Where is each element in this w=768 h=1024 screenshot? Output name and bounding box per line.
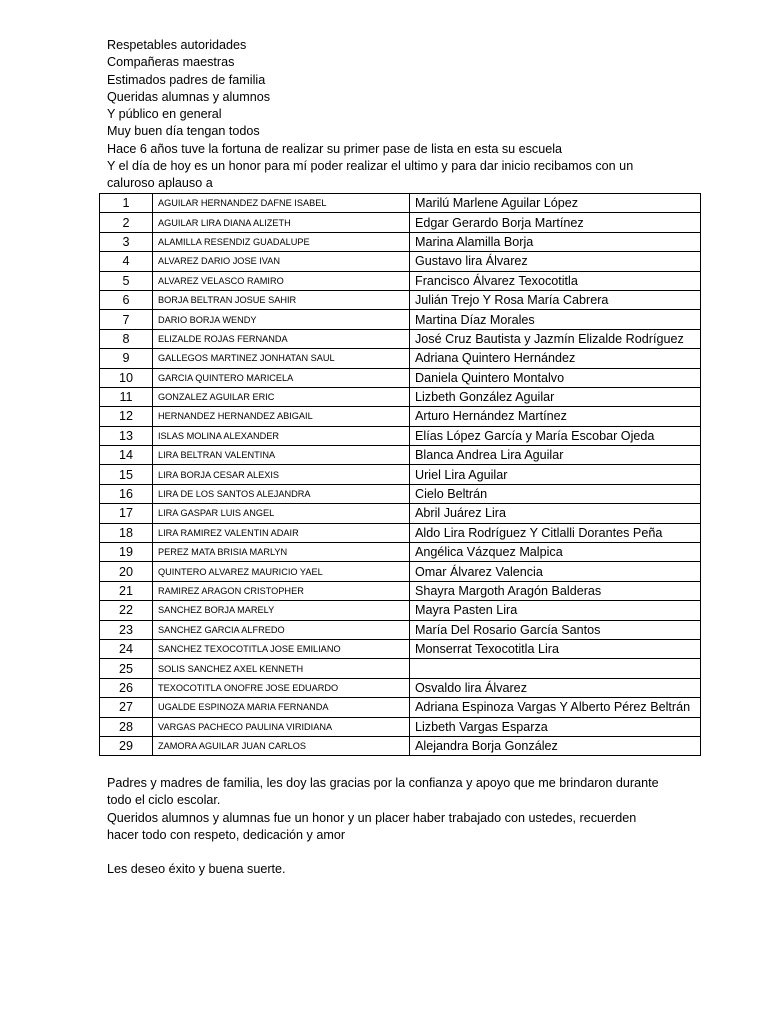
student-name: LIRA BELTRAN VALENTINA [153,446,410,465]
intro-line: Respetables autoridades [107,38,247,52]
parent-names: Lizbeth Vargas Esparza [410,717,701,736]
student-name: SOLIS SANCHEZ AXEL KENNETH [153,659,410,678]
row-number: 9 [100,349,153,368]
table-row [100,639,701,658]
intro-line: Compañeras maestras [107,55,235,70]
intro-line: Estimados padres de familia [107,72,266,87]
row-number: 21 [100,581,153,600]
row-number: 16 [100,484,153,503]
table-row [100,620,701,639]
student-name: SANCHEZ BORJA MARELY [153,601,410,620]
parent-names: Shayra Margoth Aragón Balderas [410,581,701,600]
closing-line: todo el ciclo escolar. [107,793,221,808]
student-name: TEXOCOTITLA ONOFRE JOSE EDUARDO [153,678,410,697]
closing-line: hacer todo con respeto, dedicación y amor [107,827,346,842]
student-name: LIRA BORJA CESAR ALEXIS [153,465,410,484]
table-row [100,407,701,426]
row-number: 14 [100,446,153,465]
table-row [100,194,701,213]
table-row [100,523,701,542]
student-name: AGUILAR HERNANDEZ DAFNE ISABEL [153,194,410,213]
student-name: HERNANDEZ HERNANDEZ ABIGAIL [153,407,410,426]
student-name: DARIO BORJA WENDY [153,310,410,329]
parent-names: Francisco Álvarez Texocotitla [410,271,701,290]
row-number: 12 [100,407,153,426]
parent-names: Marilú Marlene Aguilar López [410,194,701,213]
intro-section [107,37,707,193]
table-row [100,736,701,755]
student-name: GALLEGOS MARTINEZ JONHATAN SAUL [153,349,410,368]
row-number: 15 [100,465,153,484]
student-name: ALVAREZ VELASCO RAMIRO [153,271,410,290]
table-row [100,562,701,581]
closing-line: Queridos alumnos y alumnas fue un honor y un placer haber trabajado con ustedes, recuerden [107,810,637,825]
row-number: 4 [100,252,153,271]
table-row [100,426,701,445]
table-row [100,678,701,697]
row-number: 8 [100,329,153,348]
row-number: 3 [100,232,153,251]
table-row [100,252,701,271]
parent-names: Marina Alamilla Borja [410,232,701,251]
student-name: ALAMILLA RESENDIZ GUADALUPE [153,232,410,251]
row-number: 23 [100,620,153,639]
table-row [100,698,701,717]
table-row [100,213,701,232]
student-name: BORJA BELTRAN JOSUE SAHIR [153,290,410,309]
table-row [100,368,701,387]
row-number: 5 [100,271,153,290]
table-row [100,290,701,309]
table-row [100,717,701,736]
parent-names: Julián Trejo Y Rosa María Cabrera [410,290,701,309]
table-row [100,271,701,290]
table-row [100,659,701,678]
intro-line: Y público en general [107,107,222,122]
row-number: 22 [100,601,153,620]
table-row [100,310,701,329]
parent-names: Martina Díaz Morales [410,310,701,329]
table-row [100,543,701,562]
student-name: ELIZALDE ROJAS FERNANDA [153,329,410,348]
student-name: VARGAS PACHECO PAULINA VIRIDIANA [153,717,410,736]
table-row [100,446,701,465]
student-name: PEREZ MATA BRISIA MARLYN [153,543,410,562]
row-number: 28 [100,717,153,736]
paragraph-spacer [107,844,707,861]
parent-names: Monserrat Texocotitla Lira [410,639,701,658]
student-name: ALVAREZ DARIO JOSE IVAN [153,252,410,271]
roll-call-table-body [100,194,701,756]
row-number: 27 [100,698,153,717]
row-number: 13 [100,426,153,445]
row-number: 17 [100,504,153,523]
student-name: ISLAS MOLINA ALEXANDER [153,426,410,445]
student-name: ZAMORA AGUILAR JUAN CARLOS [153,736,410,755]
parent-names: Adriana Espinoza Vargas Y Alberto Pérez Beltrán [410,698,701,717]
parent-names: Adriana Quintero Hernández [410,349,701,368]
student-name: SANCHEZ TEXOCOTITLA JOSE EMILIANO [153,639,410,658]
table-row [100,349,701,368]
row-number: 7 [100,310,153,329]
row-number: 18 [100,523,153,542]
closing-section [107,775,707,879]
parent-names: Edgar Gerardo Borja Martínez [410,213,701,232]
row-number: 20 [100,562,153,581]
row-number: 26 [100,678,153,697]
intro-line: Y el día de hoy es un honor para mí poder realizar el ultimo y para dar inicio recibamos con un [107,159,634,174]
student-name: GONZALEZ AGUILAR ERIC [153,387,410,406]
student-name: LIRA GASPAR LUIS ANGEL [153,504,410,523]
parent-names: Osvaldo lira Álvarez [410,678,701,697]
closing-line: Padres y madres de familia, les doy las gracias por la confianza y apoyo que me brindaron durante [107,776,659,790]
student-name: UGALDE ESPINOZA MARIA FERNANDA [153,698,410,717]
table-row [100,504,701,523]
parent-names: Cielo Beltrán [410,484,701,503]
row-number: 25 [100,659,153,678]
row-number: 24 [100,639,153,658]
parent-names: Daniela Quintero Montalvo [410,368,701,387]
row-number: 2 [100,213,153,232]
student-name: LIRA DE LOS SANTOS ALEJANDRA [153,484,410,503]
table-row [100,387,701,406]
farewell-line: Les deseo éxito y buena suerte. [107,862,286,877]
table-row [100,581,701,600]
row-number: 29 [100,736,153,755]
parent-names: Elías López García y María Escobar Ojeda [410,426,701,445]
row-number: 11 [100,387,153,406]
student-name: QUINTERO ALVAREZ MAURICIO YAEL [153,562,410,581]
roll-call-table [99,193,701,756]
row-number: 1 [100,194,153,213]
student-name: LIRA RAMIREZ VALENTIN ADAIR [153,523,410,542]
row-number: 6 [100,290,153,309]
intro-line: caluroso aplauso a [107,176,213,191]
parent-names [410,659,701,678]
parent-names: Lizbeth González Aguilar [410,387,701,406]
parent-names: Aldo Lira Rodríguez Y Citlalli Dorantes Peña [410,523,701,542]
row-number: 19 [100,543,153,562]
parent-names: Omar Álvarez Valencia [410,562,701,581]
row-number: 10 [100,368,153,387]
intro-line: Hace 6 años tuve la fortuna de realizar su primer pase de lista en esta su escuela [107,141,563,156]
student-name: GARCIA QUINTERO MARICELA [153,368,410,387]
student-name: AGUILAR LIRA DIANA ALIZETH [153,213,410,232]
parent-names: Mayra Pasten Lira [410,601,701,620]
intro-line: Queridas alumnas y alumnos [107,89,271,104]
parent-names: Angélica Vázquez Malpica [410,543,701,562]
parent-names: Uriel Lira Aguilar [410,465,701,484]
parent-names: Alejandra Borja González [410,736,701,755]
table-row [100,232,701,251]
parent-names: Gustavo lira Álvarez [410,252,701,271]
student-name: RAMIREZ ARAGON CRISTOPHER [153,581,410,600]
parent-names: José Cruz Bautista y Jazmín Elizalde Rodríguez [410,329,701,348]
parent-names: María Del Rosario García Santos [410,620,701,639]
student-name: SANCHEZ GARCIA ALFREDO [153,620,410,639]
table-row [100,329,701,348]
parent-names: Abril Juárez Lira [410,504,701,523]
table-row [100,484,701,503]
intro-line: Muy buen día tengan todos [107,124,260,139]
table-row [100,465,701,484]
parent-names: Arturo Hernández Martínez [410,407,701,426]
table-row [100,601,701,620]
parent-names: Blanca Andrea Lira Aguilar [410,446,701,465]
